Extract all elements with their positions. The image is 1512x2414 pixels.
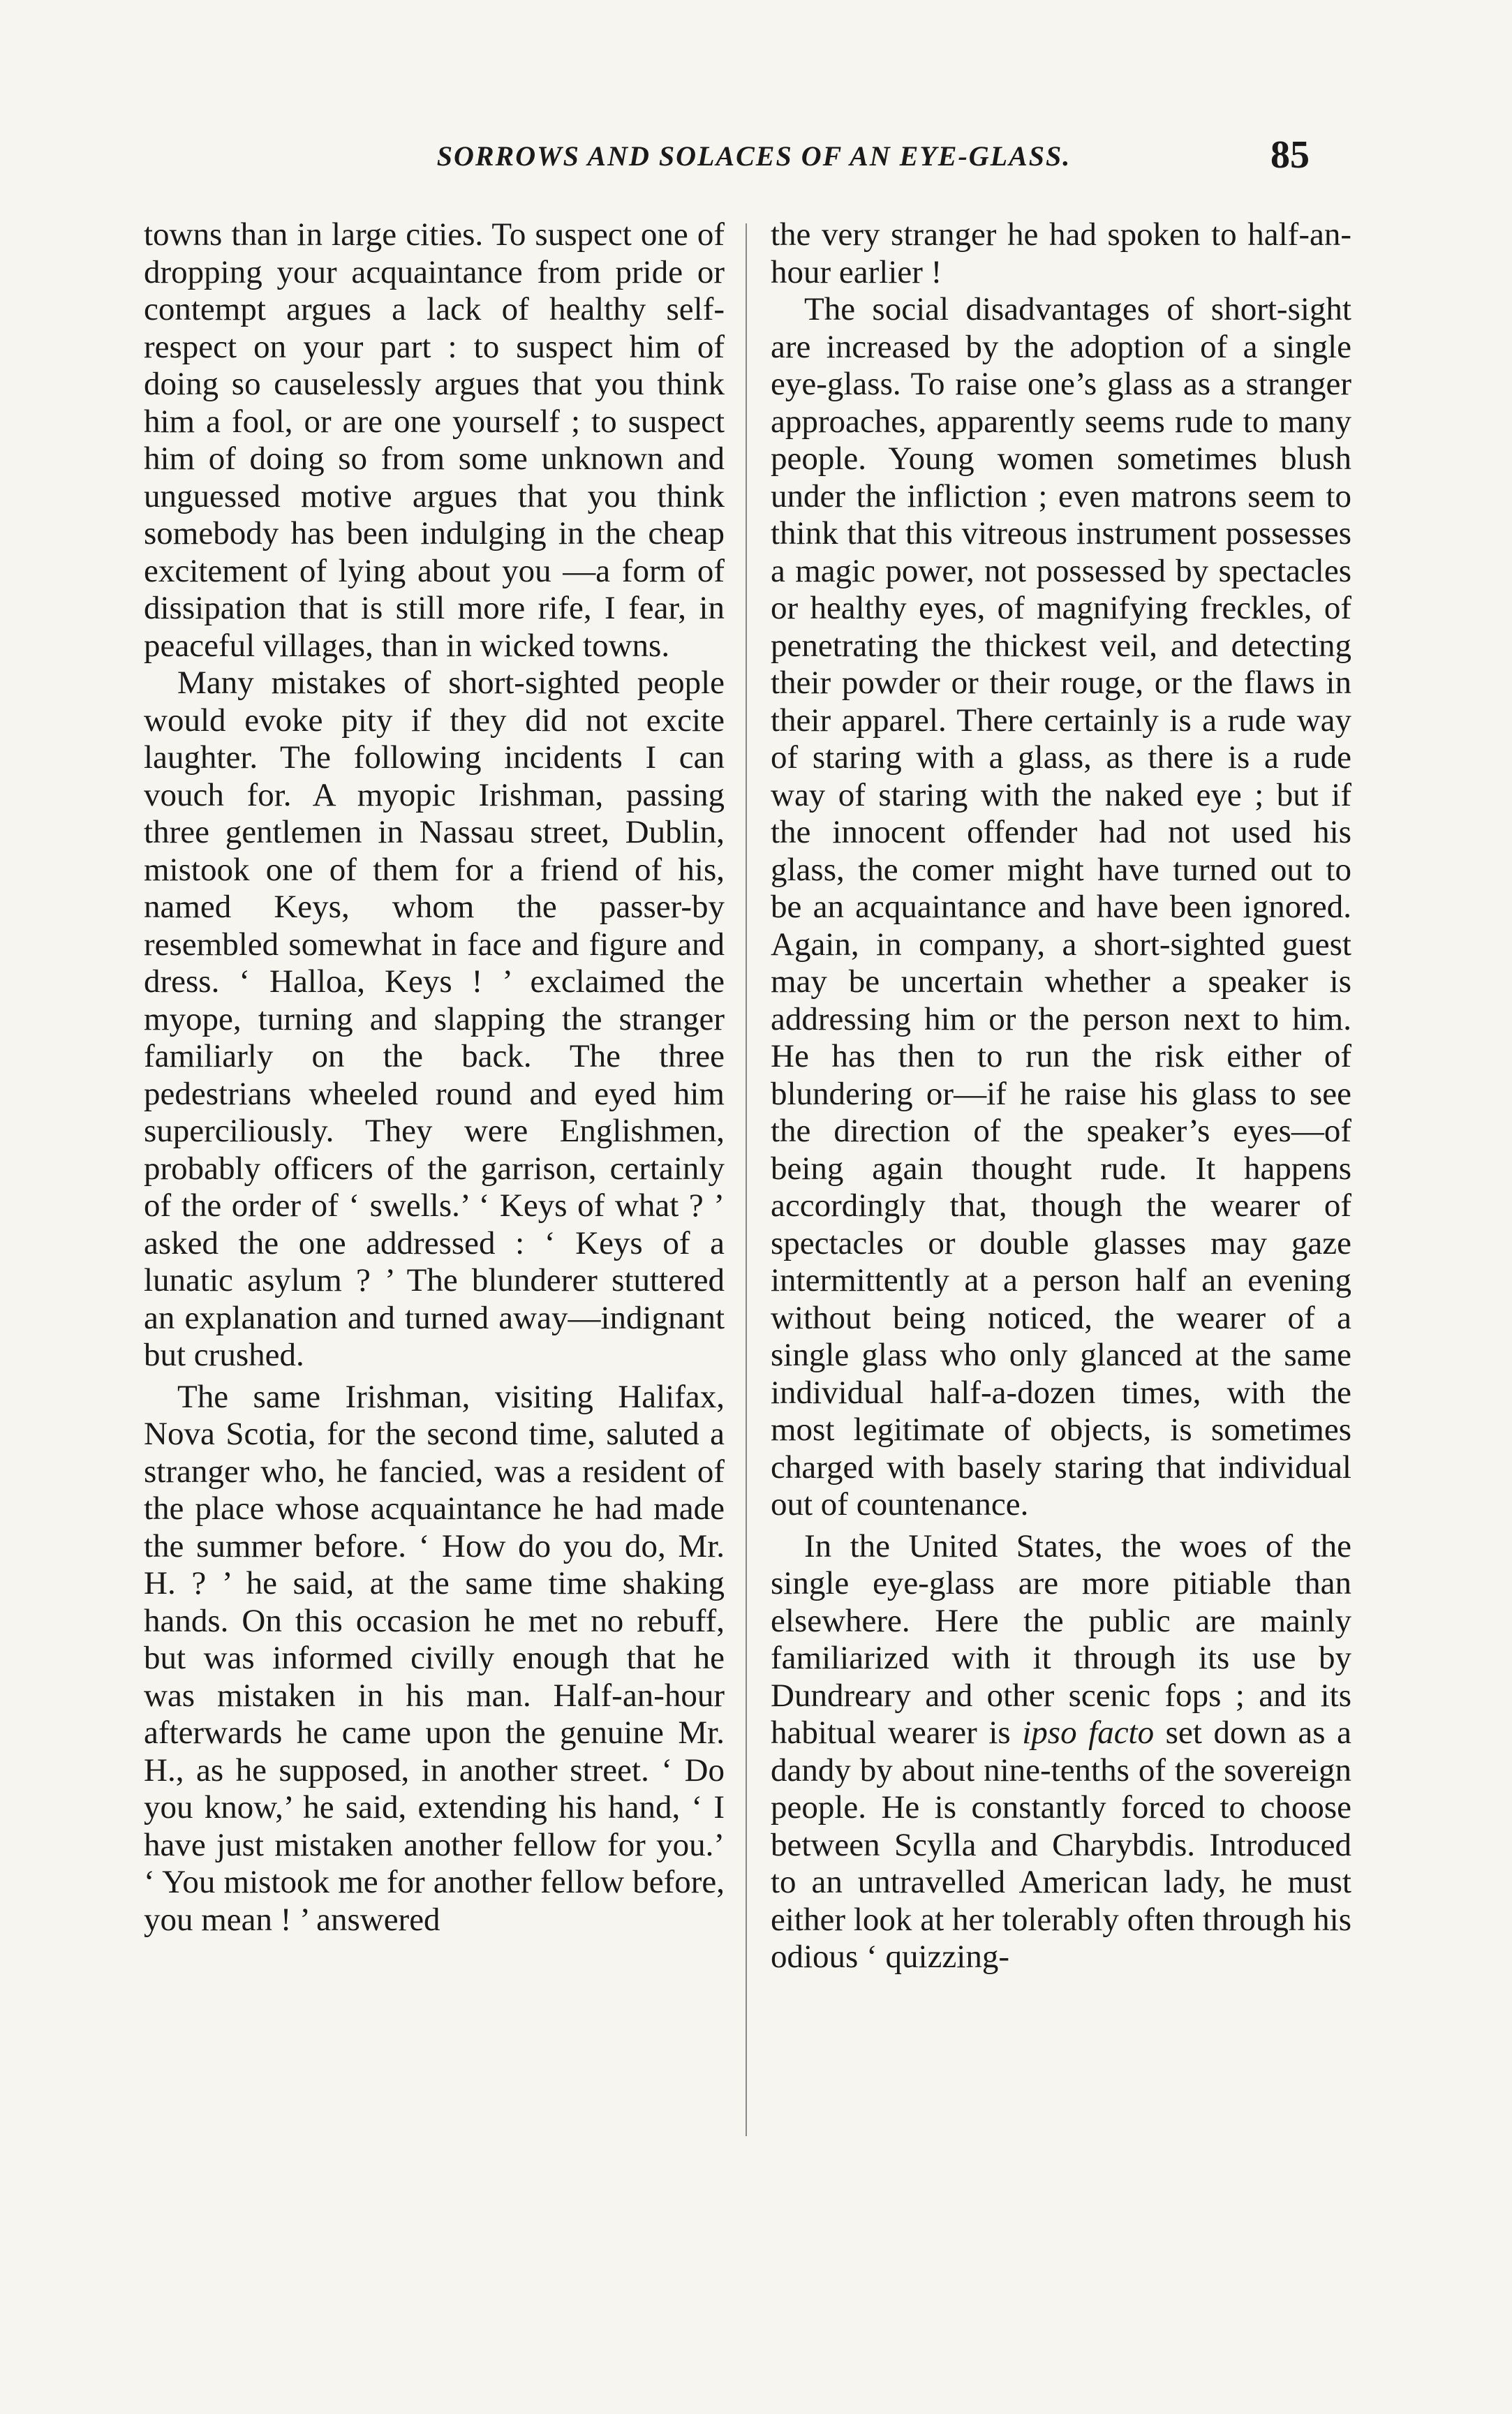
left-column <box>144 216 725 1939</box>
paragraph: Many mistakes of short-sighted people would evoke pity if they did not excite laughter. The following incidents I can vouch for. A myopic Irishman, passing three gentlemen in Nassau street, Dublin, mistook one of them for a friend of his, named Keys, whom the passer-by resembled somewhat in face and figure and dress. ‘ Halloa, Keys ! ’ exclaimed the myope, turning and slapping the stranger familiarly on the back. The three pedestrians wheeled round and eyed him superciliously. They were Englishmen, probably officers of the garrison, certainly of the order of ‘ swells.’ ‘ Keys of what ? ’ asked the one addressed : ‘ Keys of a lunatic asylum ? ’ The blunderer stuttered an explanation and turned away—indignant but crushed. <box>144 665 725 1373</box>
paragraph: the very stranger he had spoken to half-an-hour earlier ! <box>771 216 1351 290</box>
paragraph-text: set down as a dandy by about nine-tenths of the sovereign people. He is constantly forced to choose between Scylla and Charybdis. Introduced to an untravelled American lady, he must either look at her tolerably often through his odious ‘ quizzing- <box>771 1715 1351 1975</box>
paragraph: The social disadvantages of short-sight are increased by the adoption of a single eye-glass. To raise one’s glass as a stranger approaches, apparently seems rude to many people. Young women sometimes blush under the infliction ; even matrons seem to think that this vitreous instrument possesses a magic power, not possessed by spectacles or healthy eyes, of magnifying freckles, of penetrating the thickest veil, and detecting their powder or their rouge, or the flaws in their apparel. There certainly is a rude way of staring with a glass, as there is a rude way of staring with the naked eye ; but if the innocent offender had not used his glass, the comer might have turned out to be an acquaintance and have been ignored. Again, in company, a short-sighted guest may be uncertain whether a speaker is addressing him or the person next to him. He has then to run the risk either of blundering or—if he raise his glass to see the direction of the speaker’s eyes—of being again thought rude. It happens accordingly that, though the wearer of spectacles or double glasses may gaze intermittently at a person half an evening without being noticed, the wearer of a single glass who only glanced at the same individual half-a-dozen times, with the most legitimate of objects, is sometimes charged with basely staring that individual out of countenance. <box>771 291 1351 1523</box>
paragraph: towns than in large cities. To suspect one of dropping your acquaintance from pride or contempt argues a lack of healthy self-respect on your part : to suspect him of doing so causelessly argues that you think him a fool, or are one yourself ; to suspect him of doing so from some unknown and unguessed motive argues that you think somebody has been indulging in the cheap excitement of lying about you —a form of dissipation that is still more rife, I fear, in peaceful villages, than in wicked towns. <box>144 216 725 664</box>
running-title: SORROWS AND SOLACES OF AN EYE-GLASS. <box>436 140 1072 172</box>
paragraph <box>771 1528 1351 1976</box>
italic-phrase: ipso facto <box>1022 1715 1155 1751</box>
column-divider <box>746 223 747 2136</box>
right-column <box>771 216 1351 1976</box>
paragraph-text: In the United States, the woes of the single eye-glass are more pitiable than elsewhere. Here the public are mainly familiarized with it through its use by Dundreary and other scenic fops ; and its habitual wearer is <box>771 1527 1351 1751</box>
paragraph: The same Irishman, visiting Halifax, Nova Scotia, for the second time, saluted a stranger who, he fancied, was a resident of the place whose acquaintance he had made the summer before. ‘ How do you do, Mr. H. ? ’ he said, at the same time shaking hands. On this occasion he met no rebuff, but was informed civilly enough that he was mistaken in his man. Half-an-hour afterwards he came upon the genuine Mr. H., as he supposed, in another street. ‘ Do you know,’ he said, extending his hand, ‘ I have just mistaken another fellow for you.’ ‘ You mistook me for another fellow before, you mean ! ’ answered <box>144 1378 725 1938</box>
page-number: 85 <box>1270 133 1310 177</box>
